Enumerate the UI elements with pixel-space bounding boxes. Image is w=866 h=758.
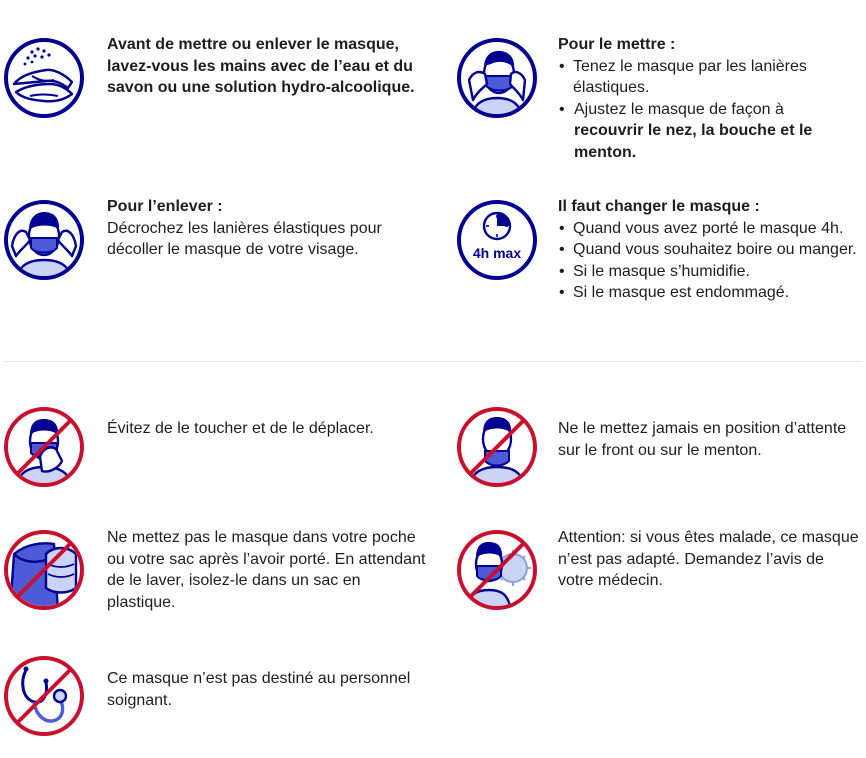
change-item: • Si le masque s’humidifie.	[558, 261, 863, 283]
put-on-item-1: • Tenez le masque par les lanières élastiques.	[558, 56, 848, 99]
clock-label: 4h max	[472, 245, 522, 261]
change-block	[558, 196, 863, 304]
no-sick-icon	[455, 528, 539, 612]
wash-hands-text: Avant de mettre ou enlever le masque, lavez-vous les mains avec de l’eau et du savon ou une solution hydro-alcoolique.	[107, 36, 415, 96]
no-pocket-icon	[2, 528, 86, 612]
change-item: • Quand vous souhaitez boire ou manger.	[558, 239, 863, 261]
remove-text: Décrochez les lanières élastiques pour décoller le masque de votre visage.	[107, 219, 382, 258]
no-chin-mask-icon	[455, 405, 539, 489]
remove-mask-icon	[2, 198, 86, 282]
dont-wait-text: Ne le mettez jamais en position d’attente sur le front ou sur le menton.	[558, 420, 847, 459]
no-touch-mask-icon	[2, 405, 86, 489]
change-item: • Quand vous avez porté le masque 4h.	[558, 218, 863, 240]
remove-title: Pour l’enlever :	[107, 198, 223, 215]
section-divider	[4, 361, 862, 362]
dont-touch-text: Évitez de le toucher et de le déplacer.	[107, 420, 374, 437]
put-on-title: Pour le mettre :	[558, 36, 676, 53]
hand-washing-icon	[2, 36, 86, 120]
dont-pocket-text: Ne mettez pas le masque dans votre poche ou votre sac après l’avoir porté. En attendant de le laver, isolez-le dans un sac en plastique.	[107, 529, 426, 611]
put-on-item-2	[558, 99, 848, 164]
change-item: • Si le masque est endommagé.	[558, 282, 863, 304]
put-on-item-2-bold: recouvrir le nez, la bouche et le menton.	[574, 122, 813, 161]
put-on-item-2-normal: Ajustez le masque de façon à	[574, 100, 784, 118]
remove-block	[107, 196, 427, 261]
put-on-mask-icon	[455, 36, 539, 120]
put-on-block	[558, 34, 848, 163]
sick-warning-text: Attention: si vous êtes malade, ce masque n’est pas adapté. Demandez l’avis de votre médecin.	[558, 529, 859, 589]
not-medical-text: Ce masque n’est pas destiné au personnel soignant.	[107, 670, 411, 709]
clock-icon	[455, 198, 539, 282]
no-stethoscope-icon	[2, 654, 86, 738]
change-title: Il faut changer le masque :	[558, 198, 760, 215]
